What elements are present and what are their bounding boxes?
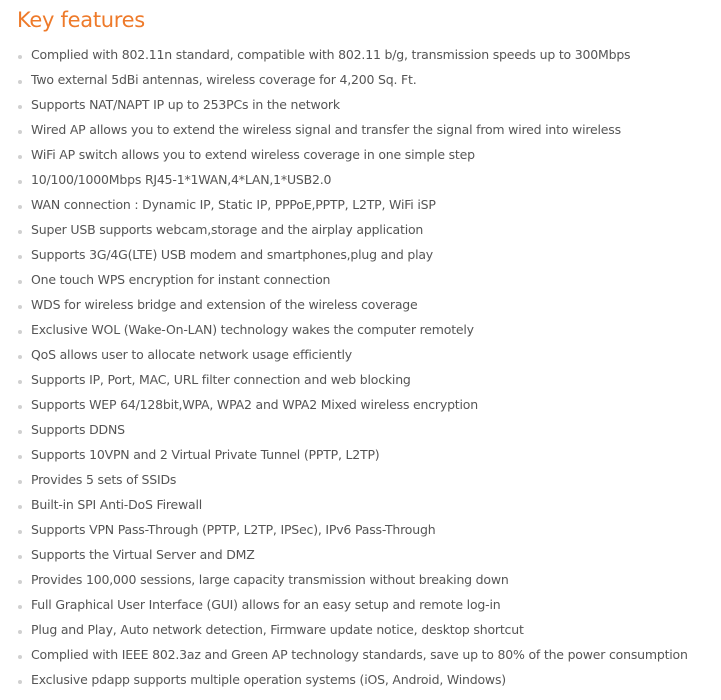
bullet-icon [18, 130, 22, 134]
feature-text: Built-in SPI Anti-DoS Firewall [31, 497, 203, 512]
feature-text: Full Graphical User Interface (GUI) allows for an easy setup and remote log-in [31, 597, 501, 612]
feature-text: Supports NAT/NAPT IP up to 253PCs in the network [31, 97, 340, 112]
bullet-icon [18, 480, 22, 484]
bullet-icon [18, 155, 22, 159]
bullet-icon [18, 305, 22, 309]
feature-item [0, 592, 721, 617]
feature-text: Exclusive WOL (Wake-On-LAN) technology wakes the computer remotely [31, 322, 474, 337]
feature-text: QoS allows user to allocate network usage efficiently [31, 347, 352, 362]
feature-item [0, 67, 721, 92]
feature-text: Provides 100,000 sessions, large capacity transmission without breaking down [31, 572, 509, 587]
bullet-icon [18, 605, 22, 609]
feature-item [0, 317, 721, 342]
bullet-icon [18, 230, 22, 234]
feature-text: WAN connection : Dynamic IP, Static IP, PPPoE,PPTP, L2TP, WiFi iSP [31, 197, 436, 212]
feature-text: Supports the Virtual Server and DMZ [31, 547, 255, 562]
feature-text: Super USB supports webcam,storage and the airplay application [31, 222, 424, 237]
bullet-icon [18, 355, 22, 359]
bullet-icon [18, 530, 22, 534]
feature-item [0, 342, 721, 367]
feature-text: Provides 5 sets of SSIDs [31, 472, 177, 487]
feature-text: Wired AP allows you to extend the wireless signal and transfer the signal from wired into wireless [31, 122, 621, 137]
feature-item [0, 517, 721, 542]
feature-item [0, 117, 721, 142]
feature-text: Complied with IEEE 802.3az and Green AP technology standards, save up to 80% of the power consumption [31, 647, 688, 662]
bullet-icon [18, 55, 22, 59]
feature-item [0, 267, 721, 292]
feature-text: Two external 5dBi antennas, wireless coverage for 4,200 Sq. Ft. [31, 72, 417, 87]
feature-text: Exclusive pdapp supports multiple operation systems (iOS, Android, Windows) [31, 672, 506, 687]
feature-text: Supports VPN Pass-Through (PPTP, L2TP, IPSec), IPv6 Pass-Through [31, 522, 436, 537]
feature-text: WiFi AP switch allows you to extend wireless coverage in one simple step [31, 147, 475, 162]
bullet-icon [18, 555, 22, 559]
bullet-icon [18, 80, 22, 84]
feature-item [0, 392, 721, 417]
feature-item [0, 617, 721, 642]
features-list [0, 42, 721, 692]
section-title: Key features [17, 8, 145, 32]
feature-item [0, 92, 721, 117]
feature-text: Plug and Play, Auto network detection, Firmware update notice, desktop shortcut [31, 622, 524, 637]
feature-item [0, 542, 721, 567]
feature-text: Complied with 802.11n standard, compatible with 802.11 b/g, transmission speeds up to 300Mbps [31, 47, 631, 62]
bullet-icon [18, 280, 22, 284]
bullet-icon [18, 655, 22, 659]
bullet-icon [18, 680, 22, 684]
bullet-icon [18, 630, 22, 634]
bullet-icon [18, 180, 22, 184]
bullet-icon [18, 255, 22, 259]
feature-text: One touch WPS encryption for instant connection [31, 272, 331, 287]
bullet-icon [18, 330, 22, 334]
feature-item [0, 367, 721, 392]
bullet-icon [18, 455, 22, 459]
bullet-icon [18, 205, 22, 209]
bullet-icon [18, 380, 22, 384]
feature-item [0, 667, 721, 692]
feature-item [0, 492, 721, 517]
feature-text: 10/100/1000Mbps RJ45-1*1WAN,4*LAN,1*USB2.0 [31, 172, 332, 187]
feature-item [0, 642, 721, 667]
feature-item [0, 167, 721, 192]
feature-text: Supports WEP 64/128bit,WPA, WPA2 and WPA2 Mixed wireless encryption [31, 397, 478, 412]
bullet-icon [18, 580, 22, 584]
feature-item [0, 242, 721, 267]
feature-text: Supports 3G/4G(LTE) USB modem and smartphones,plug and play [31, 247, 434, 262]
feature-item [0, 442, 721, 467]
feature-text: Supports IP, Port, MAC, URL filter connection and web blocking [31, 372, 411, 387]
feature-item [0, 567, 721, 592]
bullet-icon [18, 405, 22, 409]
feature-text: Supports 10VPN and 2 Virtual Private Tunnel (PPTP, L2TP) [31, 447, 380, 462]
feature-item [0, 417, 721, 442]
feature-item [0, 292, 721, 317]
feature-item [0, 217, 721, 242]
bullet-icon [18, 430, 22, 434]
feature-item [0, 142, 721, 167]
feature-item [0, 467, 721, 492]
feature-item [0, 42, 721, 67]
feature-text: Supports DDNS [31, 422, 125, 437]
feature-text: WDS for wireless bridge and extension of the wireless coverage [31, 297, 418, 312]
feature-item [0, 192, 721, 217]
bullet-icon [18, 505, 22, 509]
bullet-icon [18, 105, 22, 109]
